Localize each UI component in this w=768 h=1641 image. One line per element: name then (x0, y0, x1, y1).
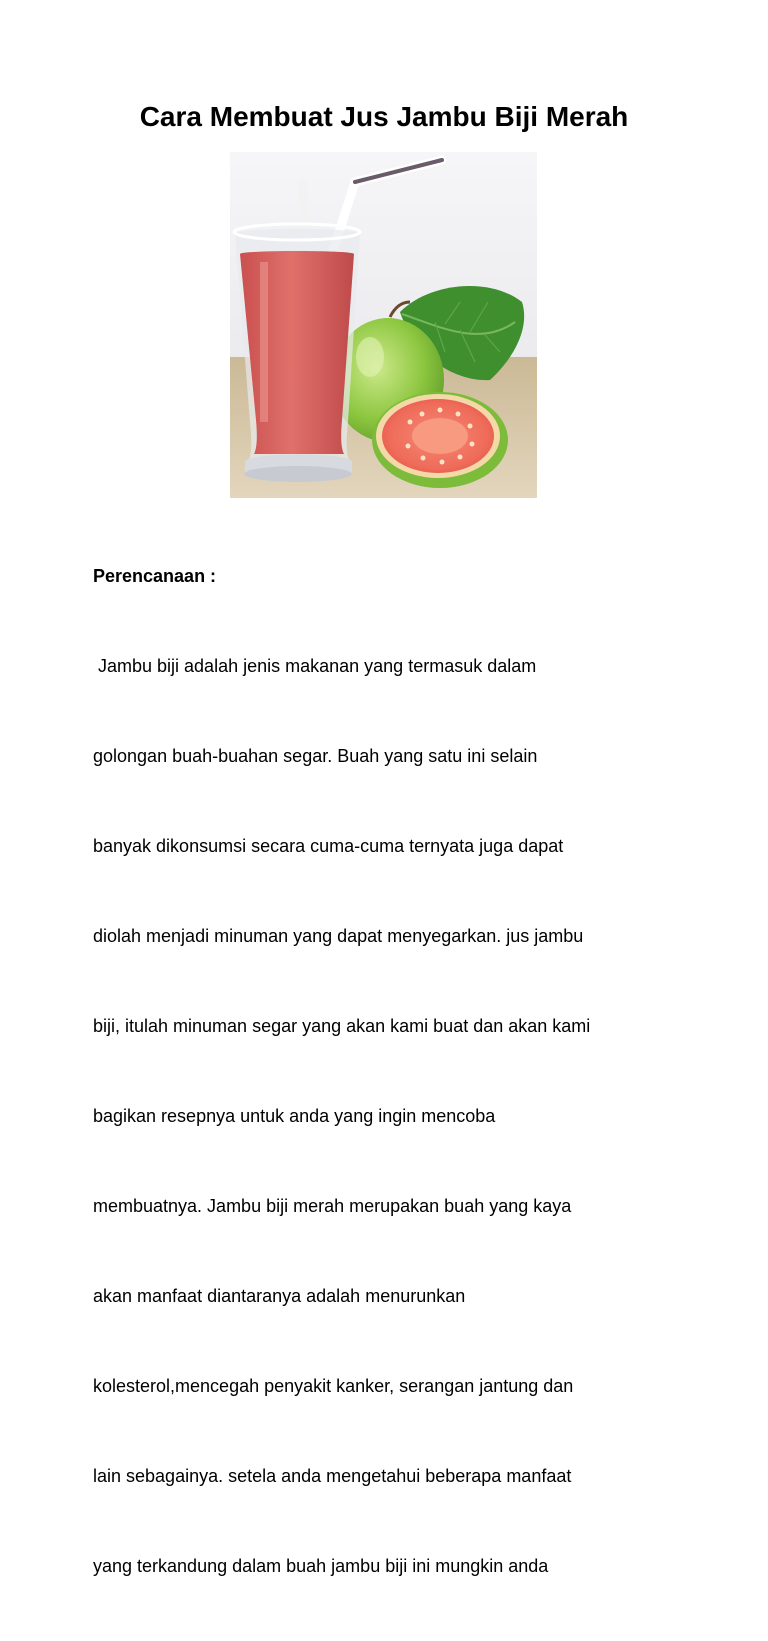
paragraph-line: kolesterol,mencegah penyakit kanker, serangan jantung dan (93, 1376, 574, 1396)
paragraph-line: banyak dikonsumsi secara cuma-cuma ternyata juga dapat (93, 836, 564, 856)
section-heading: Perencanaan : (93, 566, 217, 586)
paragraph-line: membuatnya. Jambu biji merah merupakan buah yang kaya (93, 1196, 572, 1216)
paragraph-line: golongan buah-buahan segar. Buah yang satu ini selain (93, 746, 538, 766)
paragraph-line: Jambu biji adalah jenis makanan yang termasuk dalam (93, 656, 537, 676)
paragraph (93, 591, 683, 1641)
juice-glass (234, 224, 360, 482)
paragraph-line: biji, itulah minuman segar yang akan kami buat dan akan kami (93, 1016, 591, 1036)
page-title: Cara Membuat Jus Jambu Biji Merah (139, 101, 629, 132)
halved-guava (372, 392, 508, 488)
paragraph-line: akan manfaat diantaranya adalah menurunkan (93, 1286, 466, 1306)
paragraph-line: lain sebagainya. setela anda mengetahui beberapa manfaat (93, 1466, 572, 1486)
paragraph-line: diolah menjadi minuman yang dapat menyegarkan. jus jambu (93, 926, 584, 946)
paragraph-line: bagikan resepnya untuk anda yang ingin mencoba (93, 1106, 496, 1126)
paragraph-line: yang terkandung dalam buah jambu biji ini mungkin anda (93, 1556, 549, 1576)
guava-juice-photo (230, 152, 537, 498)
article-body (93, 561, 683, 1641)
